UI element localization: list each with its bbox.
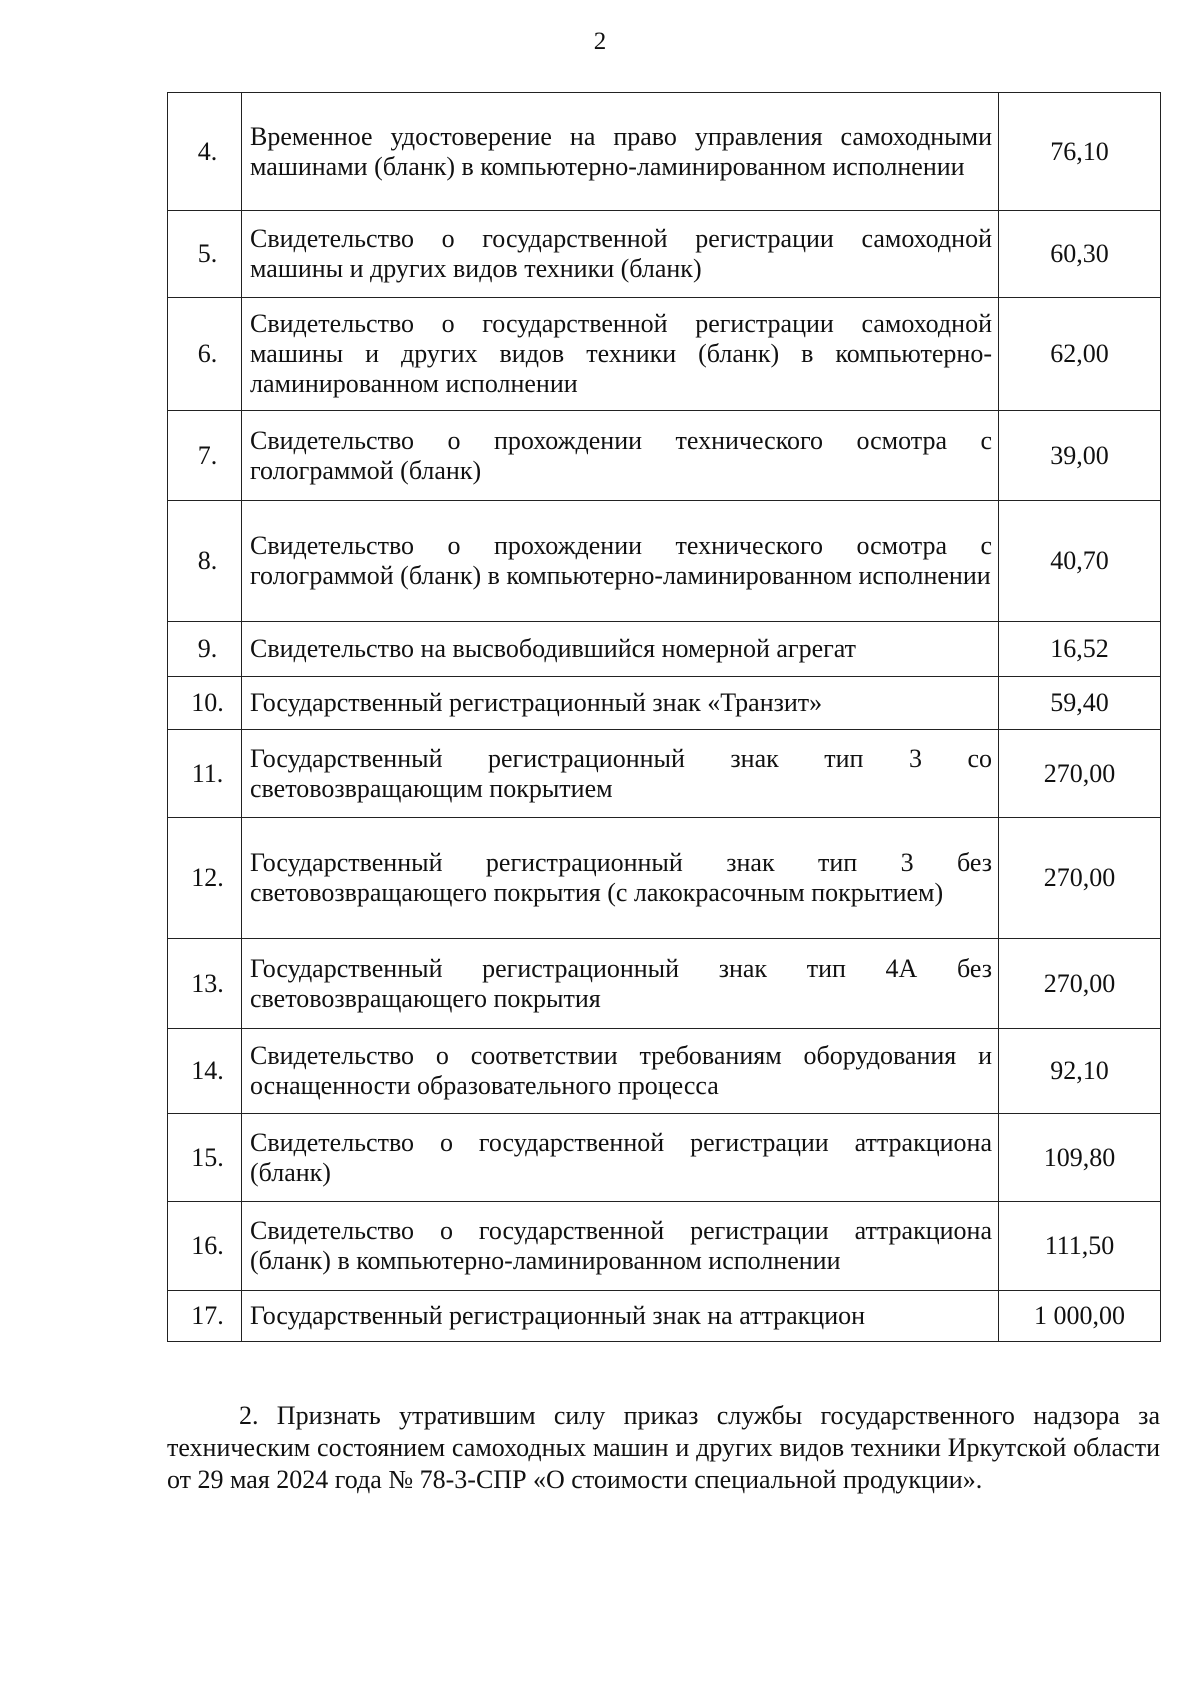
table-row bbox=[168, 622, 1161, 677]
item-price: 109,80 bbox=[999, 1114, 1161, 1202]
table-row bbox=[168, 1114, 1161, 1202]
item-name: Государственный регистрационный знак тип 4А без световозвращающего покрытия bbox=[242, 939, 999, 1029]
table-row bbox=[168, 1202, 1161, 1291]
item-name: Свидетельство на высвободившийся номерной агрегат bbox=[242, 622, 999, 677]
item-name: Свидетельство о государственной регистрации аттракциона (бланк) в компьютерно-ламинированном исполнении bbox=[242, 1202, 999, 1291]
row-number: 15. bbox=[168, 1114, 242, 1202]
row-number: 10. bbox=[168, 677, 242, 730]
table-row bbox=[168, 818, 1161, 939]
row-number: 9. bbox=[168, 622, 242, 677]
row-number: 12. bbox=[168, 818, 242, 939]
table-row bbox=[168, 211, 1161, 298]
item-price: 270,00 bbox=[999, 939, 1161, 1029]
row-number: 7. bbox=[168, 411, 242, 501]
row-number: 8. bbox=[168, 501, 242, 622]
row-number: 17. bbox=[168, 1291, 242, 1342]
page-number: 2 bbox=[593, 28, 607, 55]
table-row bbox=[168, 501, 1161, 622]
row-number: 4. bbox=[168, 93, 242, 211]
item-price: 111,50 bbox=[999, 1202, 1161, 1291]
item-price: 270,00 bbox=[999, 730, 1161, 818]
table-row bbox=[168, 411, 1161, 501]
item-price: 40,70 bbox=[999, 501, 1161, 622]
row-number: 6. bbox=[168, 298, 242, 411]
item-name: Свидетельство о прохождении технического осмотра с голограммой (бланк) в компьютерно-ламинированном исполнении bbox=[242, 501, 999, 622]
row-number: 5. bbox=[168, 211, 242, 298]
item-price: 92,10 bbox=[999, 1029, 1161, 1114]
repeal-paragraph: 2. Признать утратившим силу приказ службы государственного надзора за техническим состоянием самоходных машин и других видов техники Иркутской области от 29 мая 2024 года № 78-3-СПР «О стоимости специальной продукции». bbox=[167, 1401, 1160, 1494]
item-price: 59,40 bbox=[999, 677, 1161, 730]
item-name: Свидетельство о государственной регистрации аттракциона (бланк) bbox=[242, 1114, 999, 1202]
item-name: Свидетельство о соответствии требованиям оборудования и оснащенности образовательного процесса bbox=[242, 1029, 999, 1114]
item-price: 270,00 bbox=[999, 818, 1161, 939]
item-name: Государственный регистрационный знак «Транзит» bbox=[242, 677, 999, 730]
table-row bbox=[168, 1029, 1161, 1114]
item-price: 62,00 bbox=[999, 298, 1161, 411]
table-row bbox=[168, 298, 1161, 411]
item-name: Свидетельство о прохождении технического осмотра с голограммой (бланк) bbox=[242, 411, 999, 501]
row-number: 16. bbox=[168, 1202, 242, 1291]
item-name: Временное удостоверение на право управления самоходными машинами (бланк) в компьютерно-ламинированном исполнении bbox=[242, 93, 999, 211]
item-name: Свидетельство о государственной регистрации самоходной машины и других видов техники (бланк) в компьютерно-ламинированном исполнении bbox=[242, 298, 999, 411]
item-price: 60,30 bbox=[999, 211, 1161, 298]
table-row bbox=[168, 730, 1161, 818]
row-number: 14. bbox=[168, 1029, 242, 1114]
item-price: 39,00 bbox=[999, 411, 1161, 501]
item-price: 1 000,00 bbox=[999, 1291, 1161, 1342]
row-number: 13. bbox=[168, 939, 242, 1029]
item-price: 16,52 bbox=[999, 622, 1161, 677]
table-row bbox=[168, 1291, 1161, 1342]
table-row bbox=[168, 93, 1161, 211]
item-name: Государственный регистрационный знак тип 3 со световозвращающим покрытием bbox=[242, 730, 999, 818]
row-number: 11. bbox=[168, 730, 242, 818]
table-row bbox=[168, 677, 1161, 730]
item-name: Государственный регистрационный знак тип 3 без световозвращающего покрытия (с лакокрасочным покрытием) bbox=[242, 818, 999, 939]
item-price: 76,10 bbox=[999, 93, 1161, 211]
item-name: Свидетельство о государственной регистрации самоходной машины и других видов техники (бланк) bbox=[242, 211, 999, 298]
price-table bbox=[167, 92, 1161, 1342]
table-row bbox=[168, 939, 1161, 1029]
item-name: Государственный регистрационный знак на аттракцион bbox=[242, 1291, 999, 1342]
